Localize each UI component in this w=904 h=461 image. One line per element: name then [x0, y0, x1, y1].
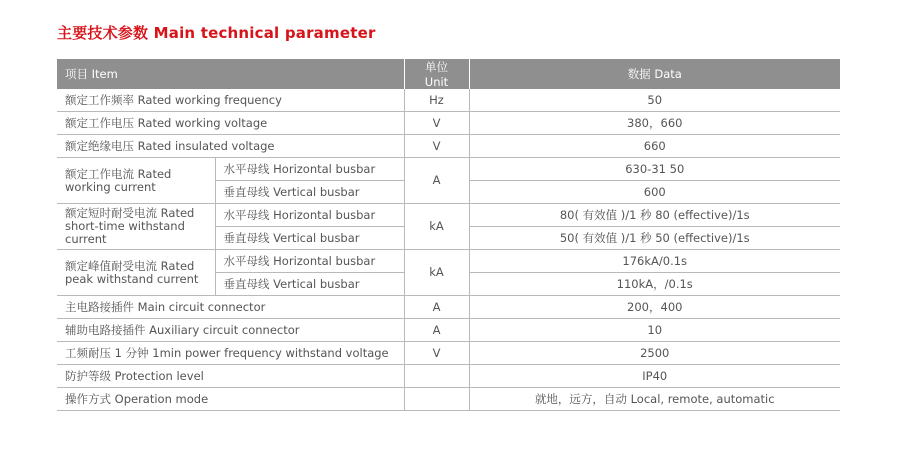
row-value-horizontal: 80( 有效值 )/1 秒 80 (effective)/1s — [469, 204, 840, 227]
row-value-horizontal: 630-31 50 — [469, 158, 840, 181]
row-unit: A — [404, 319, 469, 342]
row-value: 50 — [469, 89, 840, 112]
sub-item-horizontal: 水平母线 Horizontal busbar — [215, 250, 404, 273]
row-item: 额定工作电压 Rated working voltage — [57, 112, 404, 135]
row-unit — [404, 388, 469, 411]
row-unit — [404, 365, 469, 388]
parameter-table — [57, 59, 840, 411]
row-item: 额定短时耐受电流 Rated short-time withstand current — [57, 204, 215, 250]
row-unit: A — [404, 158, 469, 204]
header-unit: 单位 Unit — [404, 59, 469, 89]
table-row — [57, 365, 840, 388]
table-row — [57, 204, 840, 227]
table-row — [57, 342, 840, 365]
header-item: 项目 Item — [57, 59, 404, 89]
row-item: 主电路接插件 Main circuit connector — [57, 296, 404, 319]
sub-item-horizontal: 水平母线 Horizontal busbar — [215, 158, 404, 181]
row-item: 额定工作频率 Rated working frequency — [57, 89, 404, 112]
row-unit: V — [404, 112, 469, 135]
row-item: 额定峰值耐受电流 Rated peak withstand current — [57, 250, 215, 296]
row-value: 2500 — [469, 342, 840, 365]
row-unit: A — [404, 296, 469, 319]
row-unit: kA — [404, 250, 469, 296]
row-item: 操作方式 Operation mode — [57, 388, 404, 411]
row-value: IP40 — [469, 365, 840, 388]
table-row — [57, 89, 840, 112]
sub-item-vertical: 垂直母线 Vertical busbar — [215, 273, 404, 296]
row-value-vertical: 110kA，/0.1s — [469, 273, 840, 296]
table-row — [57, 250, 840, 273]
sub-item-horizontal: 水平母线 Horizontal busbar — [215, 204, 404, 227]
table-row — [57, 158, 840, 181]
row-value: 200，400 — [469, 296, 840, 319]
row-value-horizontal: 176kA/0.1s — [469, 250, 840, 273]
row-item: 防护等级 Protection level — [57, 365, 404, 388]
sub-item-vertical: 垂直母线 Vertical busbar — [215, 227, 404, 250]
row-unit: V — [404, 135, 469, 158]
row-unit: Hz — [404, 89, 469, 112]
table-header-row — [57, 59, 840, 89]
row-item: 额定工作电流 Rated working current — [57, 158, 215, 204]
sub-item-vertical: 垂直母线 Vertical busbar — [215, 181, 404, 204]
section-title: 主要技术参数 Main technical parameter — [57, 24, 376, 42]
row-value: 380，660 — [469, 112, 840, 135]
table-row — [57, 319, 840, 342]
table-row — [57, 388, 840, 411]
row-value-vertical: 50( 有效值 )/1 秒 50 (effective)/1s — [469, 227, 840, 250]
header-data: 数据 Data — [469, 59, 840, 89]
row-item: 额定绝缘电压 Rated insulated voltage — [57, 135, 404, 158]
row-value-vertical: 600 — [469, 181, 840, 204]
row-unit: V — [404, 342, 469, 365]
row-value: 10 — [469, 319, 840, 342]
row-item: 工频耐压 1 分钟 1min power frequency withstand voltage — [57, 342, 404, 365]
table-row — [57, 135, 840, 158]
row-item: 辅助电路接插件 Auxiliary circuit connector — [57, 319, 404, 342]
table-row — [57, 112, 840, 135]
row-value: 660 — [469, 135, 840, 158]
row-value: 就地，远方，自动 Local, remote, automatic — [469, 388, 840, 411]
row-unit: kA — [404, 204, 469, 250]
table-row — [57, 296, 840, 319]
